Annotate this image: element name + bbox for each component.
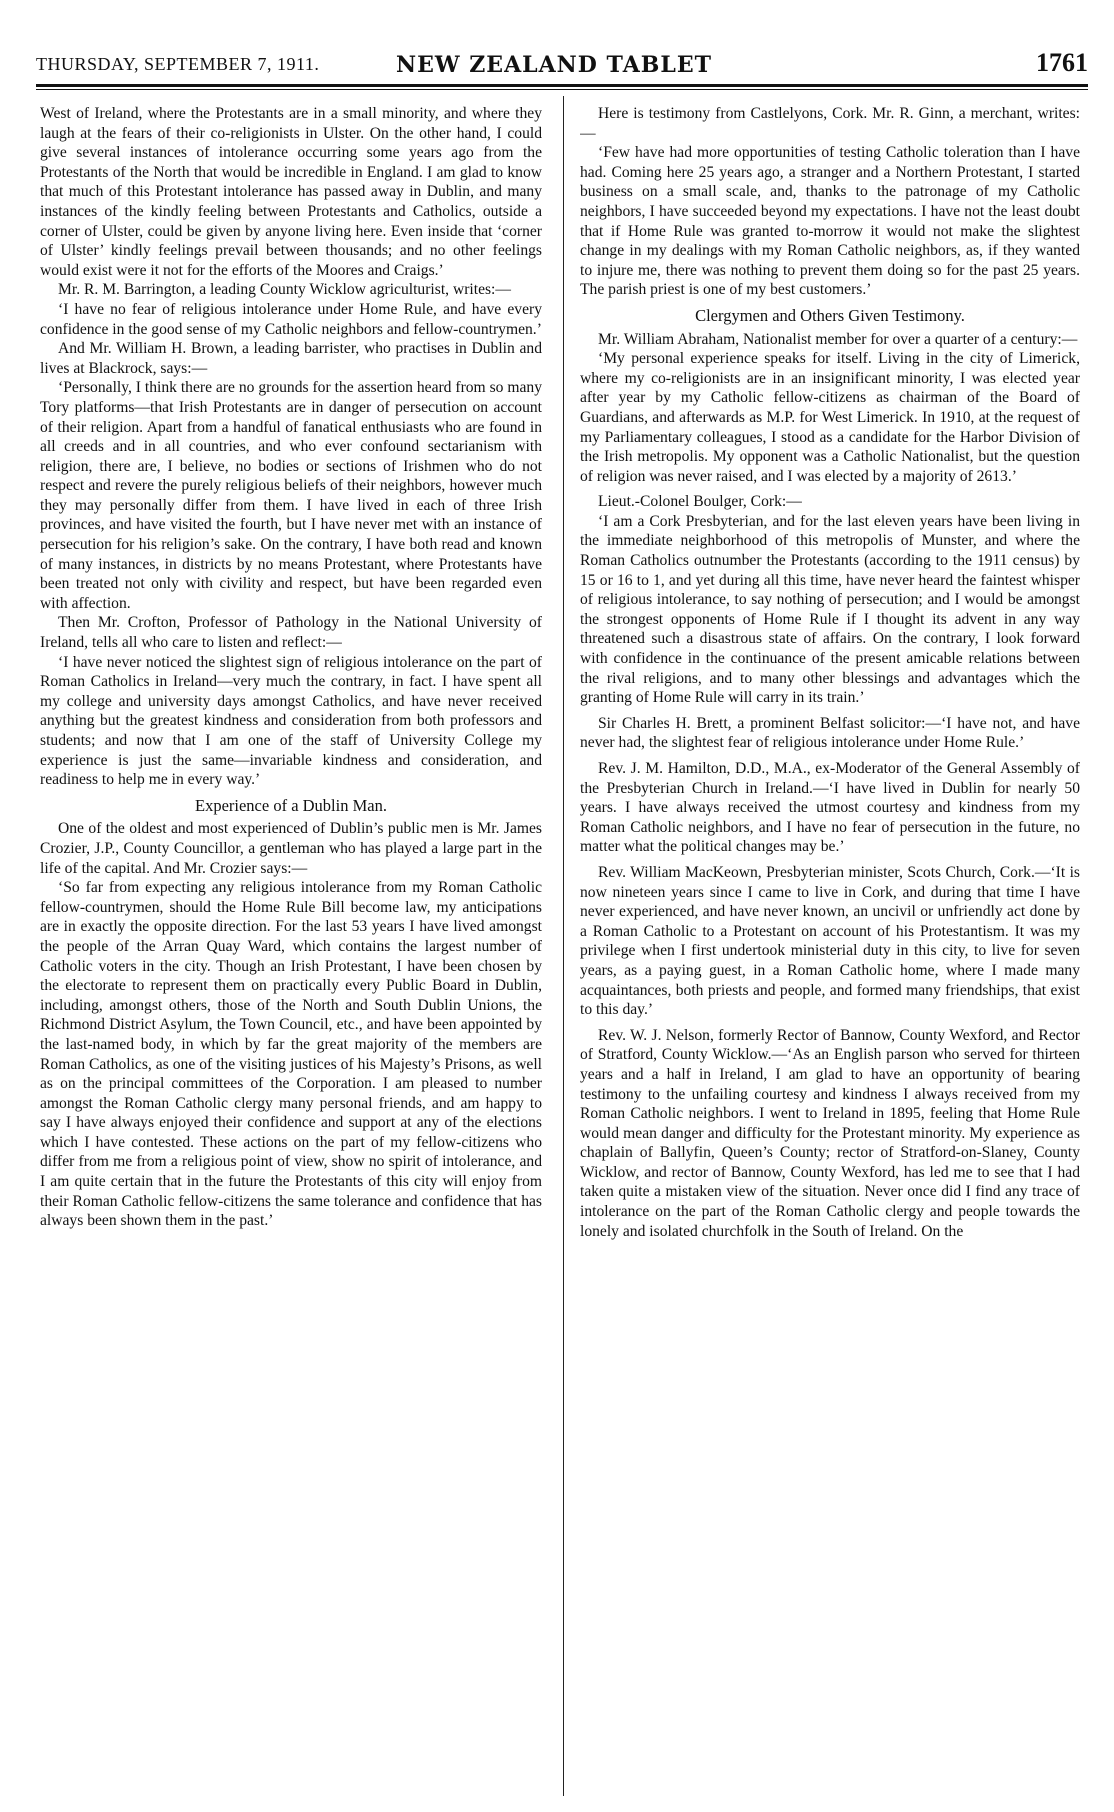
section-heading: Experience of a Dublin Man. [195, 795, 387, 815]
paragraph: West of Ireland, where the Protestants are in a small minority, and where they laugh at the fears of their co-religionists in Ulster. On the other hand, I could give several instances of intolerance occurring some years ago from the Protestants of the North that would be incredible in England. I am glad to know that much of this Protestant intolerance has passed away in Dublin, and many instances of the kindly feeling between Protestants and Catholics, outside a corner of Ulster, could be given by anyone living here. Even inside that ‘corner of Ulster’ kindly feelings prevail between thousands; and no other feelings would exist were it not for the efforts of the Moores and Craigs.’ [40, 105, 542, 279]
paragraph: ‘So far from expecting any religious intolerance from my Roman Catholic fellow-countrymen, should the Home Rule Bill become law, my anticipations are in exactly the opposite direction. For the last 53 years I have lived amongst the people of the Arran Quay Ward, which contains the largest number of Catholic voters in the city. Though an Irish Protestant, I have been chosen by the electorate to represent them on practically every Public Board in Dublin, including, amongst others, those of the North and South Dublin Unions, the Richmond District Asylum, the Town Council, etc., and have been appointed by the last-named body, in which by far the great majority of the members are Roman Catholics, as one of the visiting justices of his Majesty’s Prisons, as well as on the principal committees of the Corporation. I am pleased to number amongst the Roman Catholic clergy many personal friends, and am happy to say I have always enjoyed their confidence and support at any of the elections which I have contested. These actions on the part of my fellow-citizens who differ from me from a religious point of view, show no spirit of intolerance, and I am quite certain that in the future the Protestants of this city will enjoy from their Roman Catholic fellow-citizens the same tolerance and confidence that has always been shown them in the past.’ [40, 879, 542, 1230]
paragraph: ‘I am a Cork Presbyterian, and for the last eleven years have been living in the immediate neighborhood of this metropolis of Munster, and where the Roman Catholics outnumber the Protestants (according to the 1911 census) by 15 or 16 to 1, and yet during all this time, have never heard the faintest whisper of religious intolerance, to say nothing of persecution; and I would be amongst the strongest opponents of Home Rule if I thought its advent in any way threatened such a disastrous state of affairs. On the contrary, I look forward with confidence in the continuance of the present amicable relations between the rival religions, and to many other blessings and advantages which the granting of Home Rule will carry in its train.’ [580, 512, 1080, 707]
left-column [40, 104, 542, 1804]
masthead [36, 48, 1088, 78]
paragraph: ‘Few have had more opportunities of testing Catholic toleration than I have had. Coming here 25 years ago, a stranger and a Northern Protestant, I started business on a small scale, and, thanks to the patronage of my Catholic neighbors, I have succeeded beyond my expectations. I have not the least doubt that if Home Rule was granted to-morrow it would not make the slightest change in my dealings with my Roman Catholic neighbors, as, if they wanted to injure me, there was nothing to prevent them doing so for the past 25 years. The parish priest is one of my best customers.’ [580, 144, 1080, 299]
paragraph: ‘I have no fear of religious intolerance under Home Rule, and have every confidence in the good sense of my Catholic neighbors and fellow-countrymen.’ [40, 300, 542, 338]
paragraph: Rev. William MacKeown, Presbyterian minister, Scots Church, Cork.—‘It is now nineteen years since I came to live in Cork, and during that time I have never experienced, and have never known, an uncivil or unfriendly act done by a Roman Catholic to a Protestant on account of his Protestantism. It was my privilege when I first undertook ministerial duty in this city, to live for seven years, as a paying guest, in a Roman Catholic home, where I made many acquaintances, both priests and people, and formed many friendships, that exist to this day.’ [580, 863, 1080, 1019]
section-heading: Clergymen and Others Given Testimony. [695, 305, 965, 325]
paragraph: ‘Personally, I think there are no grounds for the assertion heard from so many Tory platforms—that Irish Protestants are in danger of persecution on account of their religion. Apart from a handful of fanatical enthusiasts who are found in all creeds and in all countries, and who ever confound sectarianism with religion, there are, I believe, no bodies or sections of Irishmen who do not respect and revere the purely religious beliefs of their neighbors, however much they may personally differ from them. I have lived in each of three Irish provinces, and have visited the fourth, but I have never met with an instance of persecution for his religion’s sake. On the contrary, I have both read and known of many instances, in districts by no means Protestant, where Protestants have been treated not only with civility and respect, but have been regarded even with affection. [40, 379, 542, 612]
header-rule [36, 84, 1088, 87]
paragraph: Then Mr. Crofton, Professor of Pathology in the National University of Ireland, tells all who care to listen and reflect:— [40, 614, 542, 652]
right-column [580, 104, 1080, 1804]
page-number: 1761 [1036, 48, 1088, 77]
paragraph: Lieut.-Colonel Boulger, Cork:— [598, 493, 802, 511]
paragraph: Sir Charles H. Brett, a prominent Belfast solicitor:—‘I have not, and have never had, the slightest fear of religious intolerance under Home Rule.’ [580, 714, 1080, 752]
paragraph: Rev. W. J. Nelson, formerly Rector of Bannow, County Wexford, and Rector of Stratford, County Wicklow.—‘As an English parson who served for thirteen years and a half in Ireland, I am glad to have an opportunity of bearing testimony to the unfailing courtesy and kindness I always received from my Roman Catholic neighbors. I went to Ireland in 1895, feeling that Home Rule would mean danger and difficulty for the Protestant minority. My experience as chaplain of Ballyfin, Queen’s County; rector of Stratford-on-Slaney, County Wicklow, and rector of Bannow, County Wexford, has led me to see that I had taken quite a mistaken view of the situation. Never once did I find any trace of intolerance on the part of the Roman Catholic clergy and people towards the lonely and isolated churchfolk in the South of Ireland. On the [580, 1026, 1080, 1240]
paragraph: Here is testimony from Castlelyons, Cork. Mr. R. Ginn, a merchant, writes:— [580, 105, 1080, 142]
paragraph: ‘I have never noticed the slightest sign of religious intolerance on the part of Roman Catholics in Ireland—very much the contrary, in fact. I have spent all my college and university days amongst Catholics, and have never received anything but the greatest kindness and consideration from both professors and students; and now that I am one of the staff of University College my experience is just the same—invariable kindness and consideration, and readiness to help me in every way.’ [40, 653, 542, 789]
paragraph: Mr. R. M. Barrington, a leading County Wicklow agriculturist, writes:— [58, 281, 511, 299]
issue-date: THURSDAY, SEPTEMBER 7, 1911. [36, 54, 320, 74]
paragraph: And Mr. William H. Brown, a leading barrister, who practises in Dublin and lives at Blackrock, says:— [40, 340, 542, 377]
header-rule-thin [36, 89, 1088, 90]
paragraph: Mr. William Abraham, Nationalist member for over a quarter of a century:— [598, 330, 1078, 348]
paragraph: One of the oldest and most experienced of Dublin’s public men is Mr. James Crozier, J.P., County Councillor, a gentleman who has played a large part in the life of the capital. And Mr. Crozier says:— [40, 820, 542, 877]
paragraph: Rev. J. M. Hamilton, D.D., M.A., ex-Moderator of the General Assembly of the Presbyterian Church in Ireland.—‘I have lived in Dublin for nearly 50 years. I have always received the utmost courtesy and kindness from my Roman Catholic neighbors, and I have no fear of persecution in the future, no matter what the political changes may be.’ [580, 760, 1080, 856]
paragraph: ‘My personal experience speaks for itself. Living in the city of Limerick, where my co-religionists are in an insignificant minority, I was elected year after year by my Catholic fellow-citizens as chairman of the Board of Guardians, and afterwards as M.P. for West Limerick. In 1910, at the request of my Parliamentary colleagues, I stood as a candidate for the Harbor Division of the Irish metropolis. My opponent was a Catholic Nationalist, but the question of religion was never raised, and I was elected by a majority of 2613.’ [580, 350, 1080, 485]
newspaper-title: NEW ZEALAND TABLET [396, 52, 712, 78]
column-divider [563, 96, 564, 1796]
